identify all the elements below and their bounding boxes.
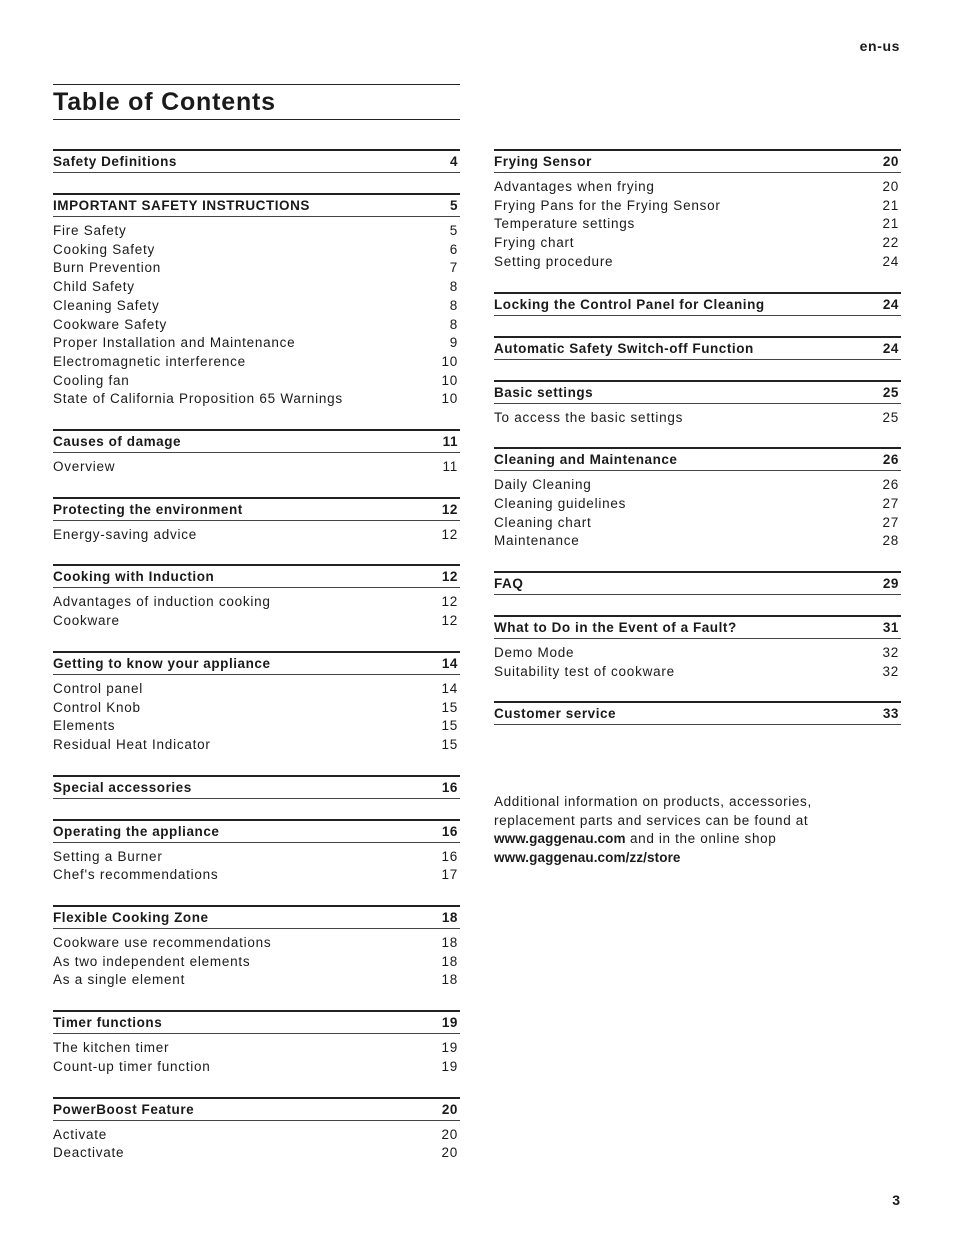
toc-entry-list xyxy=(494,173,901,272)
entry-label: Overview xyxy=(53,459,116,475)
toc-section xyxy=(53,1097,460,1163)
toc-section xyxy=(494,571,901,595)
section-title: Timer functions xyxy=(53,1015,163,1031)
toc-section-heading[interactable] xyxy=(53,1010,460,1034)
section-page: 25 xyxy=(882,384,899,400)
toc-entry[interactable] xyxy=(53,848,460,867)
entry-page: 8 xyxy=(449,297,458,313)
entry-page: 12 xyxy=(441,613,458,629)
entry-page: 18 xyxy=(441,935,458,951)
section-title: Special accessories xyxy=(53,779,192,795)
info-line-4 xyxy=(494,849,894,868)
toc-entry[interactable] xyxy=(53,526,460,545)
entry-page: 25 xyxy=(882,409,899,425)
section-title: What to Do in the Event of a Fault? xyxy=(494,620,737,636)
toc-entry-list xyxy=(53,521,460,545)
toc-entry-list xyxy=(53,675,460,755)
page-title: Table of Contents xyxy=(53,84,460,120)
toc-section-heading[interactable] xyxy=(53,564,460,588)
section-title: Basic settings xyxy=(494,384,594,400)
entry-label: Energy-saving advice xyxy=(53,526,198,542)
entry-page: 20 xyxy=(441,1126,458,1142)
section-title: Protecting the environment xyxy=(53,501,243,517)
toc-section-heading[interactable] xyxy=(494,336,901,360)
section-page: 16 xyxy=(441,823,458,839)
website-link[interactable]: www.gaggenau.com xyxy=(494,831,626,847)
section-title: Causes of damage xyxy=(53,434,182,450)
toc-entry[interactable] xyxy=(494,234,901,253)
toc-section xyxy=(53,564,460,630)
section-page: 20 xyxy=(882,154,899,169)
entry-page: 32 xyxy=(882,645,899,661)
entry-label: Fire Safety xyxy=(53,223,127,238)
entry-page: 26 xyxy=(882,477,899,493)
entry-page: 15 xyxy=(441,736,458,752)
toc-section xyxy=(53,651,460,755)
toc-section-heading[interactable] xyxy=(494,380,901,404)
entry-label: Control Knob xyxy=(53,699,141,715)
entry-label: Control panel xyxy=(53,680,144,696)
entry-page: 32 xyxy=(882,663,899,679)
toc-entry-list xyxy=(53,217,460,409)
entry-label: Advantages of induction cooking xyxy=(53,594,271,610)
section-title: FAQ xyxy=(494,576,524,592)
toc-entry[interactable] xyxy=(53,278,460,297)
toc-entry-list xyxy=(494,471,901,551)
entry-label: Daily Cleaning xyxy=(494,477,592,493)
section-title: Getting to know your appliance xyxy=(53,655,271,671)
entry-page: 5 xyxy=(449,223,458,238)
entry-label: Burn Prevention xyxy=(53,260,162,276)
toc-entry[interactable] xyxy=(53,934,460,953)
entry-page: 19 xyxy=(441,1058,458,1074)
toc-section-heading[interactable] xyxy=(53,149,460,173)
toc-entry-list xyxy=(53,1034,460,1076)
toc-section-heading[interactable] xyxy=(494,149,901,173)
toc-entry[interactable] xyxy=(53,971,460,990)
toc-entry[interactable] xyxy=(53,222,460,241)
toc-entry[interactable] xyxy=(53,866,460,885)
toc-entry[interactable] xyxy=(494,409,901,428)
toc-entry[interactable] xyxy=(53,953,460,972)
entry-label: Electromagnetic interference xyxy=(53,353,246,369)
entry-label: Temperature settings xyxy=(494,216,636,232)
toc-entry[interactable] xyxy=(53,241,460,260)
entry-label: Child Safety xyxy=(53,279,135,295)
toc-section-heading[interactable] xyxy=(53,429,460,453)
entry-label: Frying chart xyxy=(494,235,575,251)
entry-label: The kitchen timer xyxy=(53,1040,170,1056)
toc-section xyxy=(53,775,460,799)
toc-entry[interactable] xyxy=(53,1126,460,1145)
entry-label: As two independent elements xyxy=(53,953,251,969)
toc-entry[interactable] xyxy=(494,215,901,234)
info-line-3 xyxy=(494,830,894,849)
toc-entry-list xyxy=(494,404,901,428)
entry-page: 10 xyxy=(441,391,458,407)
toc-section-heading[interactable] xyxy=(494,571,901,595)
toc-section xyxy=(53,429,460,477)
entry-label: Elements xyxy=(53,718,116,734)
section-title: IMPORTANT SAFETY INSTRUCTIONS xyxy=(53,198,310,213)
entry-page: 21 xyxy=(882,216,899,232)
section-title: Flexible Cooking Zone xyxy=(53,910,209,926)
toc-entry-list xyxy=(53,453,460,477)
entry-label: Cookware xyxy=(53,613,120,629)
entry-page: 16 xyxy=(441,848,458,864)
toc-section xyxy=(494,380,901,428)
toc-entry[interactable] xyxy=(494,644,901,663)
section-page: 4 xyxy=(449,154,458,169)
entry-label: Chef's recommendations xyxy=(53,867,219,883)
info-line-3-suffix: and in the online shop xyxy=(625,831,777,847)
entry-page: 8 xyxy=(449,316,458,332)
entry-page: 17 xyxy=(441,867,458,883)
toc-entry[interactable] xyxy=(494,514,901,533)
entry-label: Setting a Burner xyxy=(53,848,163,864)
entry-page: 22 xyxy=(882,235,899,251)
entry-page: 10 xyxy=(441,353,458,369)
toc-entry-list xyxy=(53,843,460,885)
entry-page: 27 xyxy=(882,514,899,530)
section-title: Safety Definitions xyxy=(53,154,177,169)
section-title: Frying Sensor xyxy=(494,154,592,169)
toc-section-heading[interactable] xyxy=(53,775,460,799)
entry-page: 10 xyxy=(441,372,458,388)
toc-entry[interactable] xyxy=(53,458,460,477)
section-page: 18 xyxy=(441,910,458,926)
section-page: 11 xyxy=(442,434,458,450)
toc-entry[interactable] xyxy=(53,1039,460,1058)
entry-page: 15 xyxy=(441,718,458,734)
entry-page: 19 xyxy=(441,1040,458,1056)
toc-entry[interactable] xyxy=(494,663,901,682)
toc-entry[interactable] xyxy=(53,736,460,755)
toc-entry-list xyxy=(53,929,460,990)
toc-left-column xyxy=(53,149,460,1183)
toc-section-heading[interactable] xyxy=(53,651,460,675)
toc-entry-list xyxy=(53,588,460,630)
entry-label: Cooling fan xyxy=(53,372,130,388)
toc-entry[interactable] xyxy=(53,612,460,631)
entry-page: 9 xyxy=(449,335,458,351)
toc-right-column xyxy=(494,149,901,745)
toc-entry[interactable] xyxy=(53,1058,460,1077)
entry-page: 24 xyxy=(882,253,899,269)
entry-label: Cleaning Safety xyxy=(53,297,160,313)
entry-page: 8 xyxy=(449,279,458,295)
section-page: 5 xyxy=(449,198,458,213)
entry-page: 12 xyxy=(441,526,458,542)
entry-page: 7 xyxy=(449,260,458,276)
entry-label: Deactivate xyxy=(53,1145,125,1161)
toc-entry-list xyxy=(494,639,901,681)
toc-section xyxy=(494,149,901,272)
toc-section xyxy=(53,497,460,545)
entry-label: Residual Heat Indicator xyxy=(53,736,211,752)
toc-entry[interactable] xyxy=(494,495,901,514)
entry-page: 6 xyxy=(449,241,458,257)
section-title: Cleaning and Maintenance xyxy=(494,452,678,468)
section-page: 29 xyxy=(882,576,899,592)
info-line-2: replacement parts and services can be found at xyxy=(494,812,809,828)
toc-section xyxy=(494,292,901,316)
entry-page: 21 xyxy=(882,197,899,213)
entry-page: 14 xyxy=(441,680,458,696)
entry-page: 12 xyxy=(441,594,458,610)
entry-label: Proper Installation and Maintenance xyxy=(53,335,296,351)
entry-page: 18 xyxy=(441,972,458,988)
entry-label: Demo Mode xyxy=(494,645,575,661)
section-title: PowerBoost Feature xyxy=(53,1101,195,1117)
toc-entry[interactable] xyxy=(494,197,901,216)
section-page: 14 xyxy=(441,655,458,671)
toc-entry[interactable] xyxy=(53,372,460,391)
toc-section xyxy=(53,1010,460,1076)
entry-label: Frying Pans for the Frying Sensor xyxy=(494,197,721,213)
entry-page: 18 xyxy=(441,953,458,969)
toc-entry-list xyxy=(53,1121,460,1163)
toc-entry[interactable] xyxy=(53,353,460,372)
section-page: 16 xyxy=(441,779,458,795)
entry-label: Count-up timer function xyxy=(53,1058,211,1074)
toc-section-heading[interactable] xyxy=(494,292,901,316)
toc-entry[interactable] xyxy=(53,1144,460,1163)
section-page: 33 xyxy=(882,706,899,722)
section-title: Locking the Control Panel for Cleaning xyxy=(494,296,765,312)
toc-entry[interactable] xyxy=(494,532,901,551)
store-link[interactable]: www.gaggenau.com/zz/store xyxy=(494,850,681,866)
toc-section-heading[interactable] xyxy=(53,905,460,929)
entry-label: Setting procedure xyxy=(494,253,614,269)
toc-entry[interactable] xyxy=(53,717,460,736)
toc-section-heading[interactable] xyxy=(53,193,460,217)
toc-entry[interactable] xyxy=(53,316,460,335)
entry-page: 27 xyxy=(882,495,899,511)
additional-info xyxy=(494,793,894,868)
section-title: Automatic Safety Switch-off Function xyxy=(494,340,754,356)
toc-entry[interactable] xyxy=(53,593,460,612)
toc-section-heading[interactable] xyxy=(53,1097,460,1121)
page-number: 3 xyxy=(892,1192,900,1208)
entry-label: To access the basic settings xyxy=(494,409,684,425)
language-code: en-us xyxy=(859,38,900,54)
entry-label: Cookware Safety xyxy=(53,316,168,332)
entry-label: Maintenance xyxy=(494,533,580,549)
section-title: Cooking with Induction xyxy=(53,569,215,585)
toc-entry[interactable] xyxy=(53,334,460,353)
toc-entry[interactable] xyxy=(494,476,901,495)
section-page: 24 xyxy=(882,296,899,312)
section-page: 24 xyxy=(882,340,899,356)
toc-entry[interactable] xyxy=(53,297,460,316)
section-page: 19 xyxy=(441,1015,458,1031)
toc-section xyxy=(494,701,901,725)
section-page: 12 xyxy=(441,501,458,517)
entry-page: 11 xyxy=(442,459,458,475)
toc-section xyxy=(494,447,901,551)
toc-entry[interactable] xyxy=(53,699,460,718)
toc-section xyxy=(53,905,460,990)
toc-section xyxy=(494,336,901,360)
entry-label: As a single element xyxy=(53,972,186,988)
toc-section xyxy=(53,193,460,409)
entry-label: Advantages when frying xyxy=(494,179,655,194)
entry-label: Cookware use recommendations xyxy=(53,935,272,951)
entry-page: 20 xyxy=(882,179,899,194)
toc-section xyxy=(53,149,460,173)
entry-page: 28 xyxy=(882,533,899,549)
section-title: Operating the appliance xyxy=(53,823,220,839)
section-page: 12 xyxy=(441,569,458,585)
entry-page: 15 xyxy=(441,699,458,715)
toc-entry[interactable] xyxy=(53,390,460,409)
section-page: 26 xyxy=(882,452,899,468)
toc-section xyxy=(53,819,460,885)
toc-entry[interactable] xyxy=(53,680,460,699)
entry-label: State of California Proposition 65 Warnings xyxy=(53,391,343,407)
toc-entry[interactable] xyxy=(494,253,901,272)
toc-section xyxy=(494,615,901,681)
entry-label: Cleaning chart xyxy=(494,514,592,530)
toc-section-heading[interactable] xyxy=(53,819,460,843)
section-page: 31 xyxy=(882,620,899,636)
toc-entry[interactable] xyxy=(53,259,460,278)
toc-entry[interactable] xyxy=(494,178,901,197)
toc-section-heading[interactable] xyxy=(53,497,460,521)
section-page: 20 xyxy=(441,1101,458,1117)
toc-section-heading[interactable] xyxy=(494,615,901,639)
entry-label: Cleaning guidelines xyxy=(494,495,627,511)
toc-section-heading[interactable] xyxy=(494,701,901,725)
entry-label: Cooking Safety xyxy=(53,241,156,257)
info-line-1: Additional information on products, accessories, xyxy=(494,794,812,809)
entry-page: 20 xyxy=(441,1145,458,1161)
toc-section-heading[interactable] xyxy=(494,447,901,471)
entry-label: Activate xyxy=(53,1126,108,1142)
entry-label: Suitability test of cookware xyxy=(494,663,675,679)
section-title: Customer service xyxy=(494,706,617,722)
